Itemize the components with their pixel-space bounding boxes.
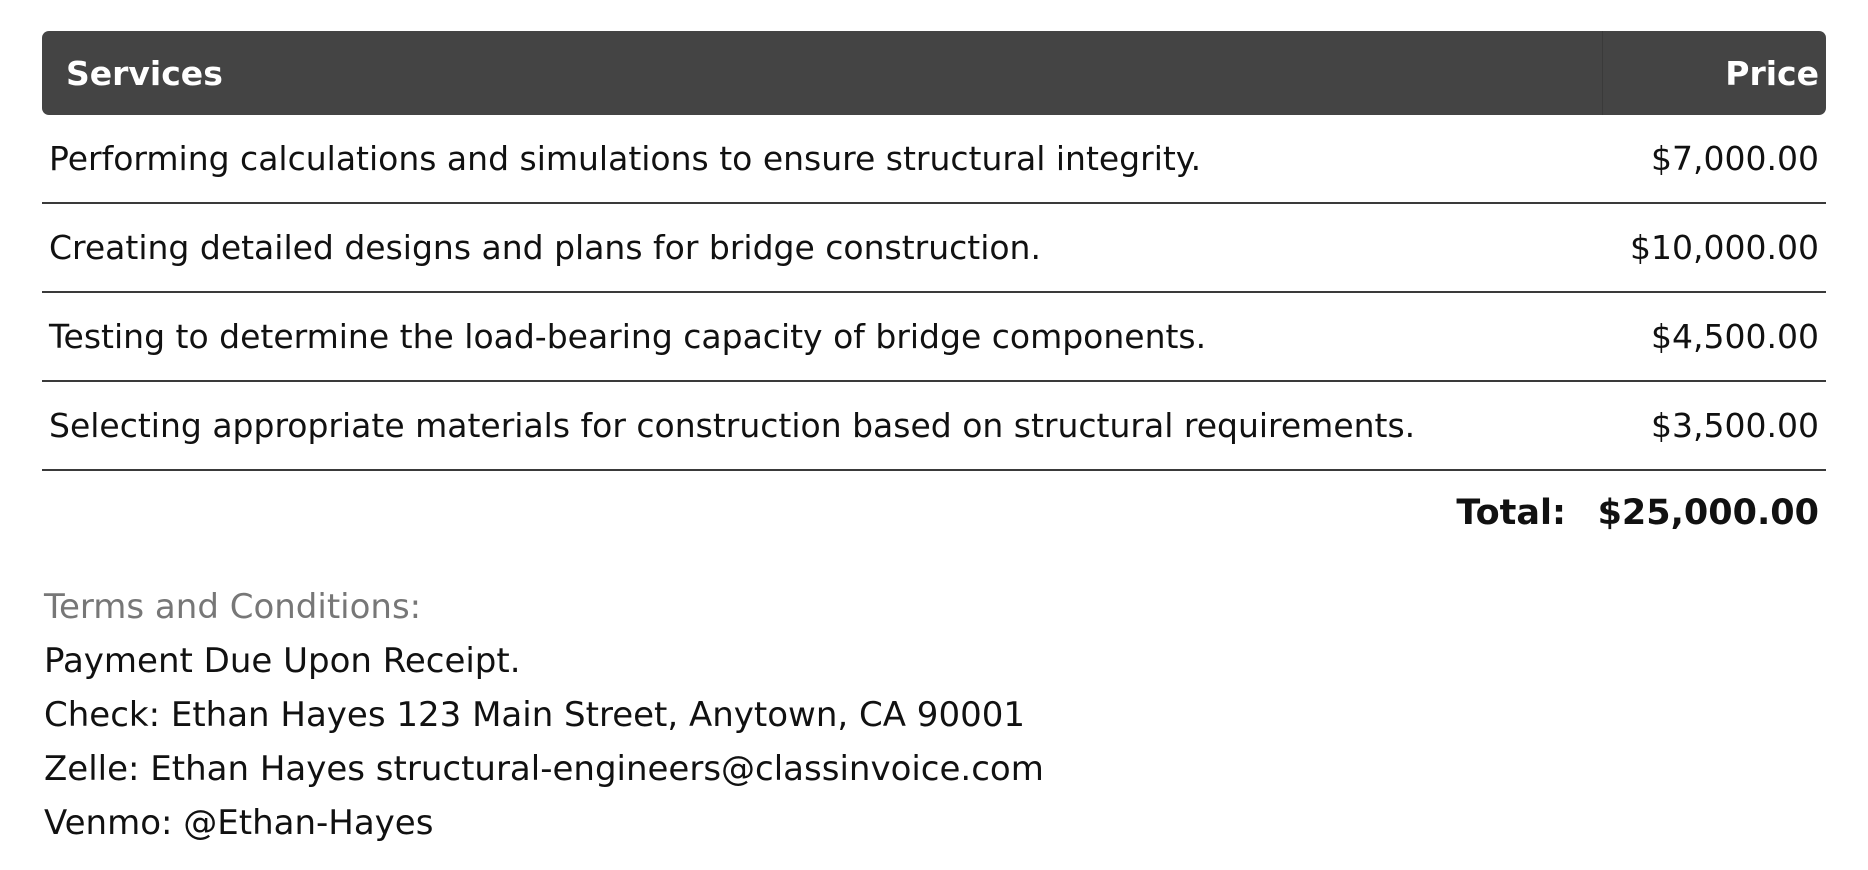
table-row: [42, 292, 1826, 381]
total-label: Total:: [1456, 493, 1566, 533]
service-description: Creating detailed designs and plans for bridge construction.: [42, 203, 1602, 292]
price-column-header: Price: [1602, 31, 1826, 115]
terms-heading: Terms and Conditions:: [44, 587, 422, 627]
terms-line-venmo: Venmo: @Ethan-Hayes: [44, 803, 434, 843]
service-description: Selecting appropriate materials for construction based on structural requirements.: [42, 381, 1602, 470]
terms-line-payment-due: Payment Due Upon Receipt.: [44, 641, 521, 681]
services-table: [42, 31, 1826, 471]
services-table-header: [42, 31, 1826, 115]
table-row: [42, 203, 1826, 292]
terms-and-conditions: [44, 580, 1044, 850]
table-row: [42, 381, 1826, 470]
terms-line-zelle: Zelle: Ethan Hayes structural-engineers@classinvoice.com: [44, 749, 1044, 789]
service-price: $10,000.00: [1602, 203, 1826, 292]
table-row: [42, 115, 1826, 203]
header-row: [42, 31, 1826, 115]
total-value: $25,000.00: [1597, 493, 1819, 533]
service-price: $4,500.00: [1602, 292, 1826, 381]
invoice-services-section: [42, 31, 1826, 555]
services-column-header: Services: [66, 53, 223, 93]
service-price: $3,500.00: [1602, 381, 1826, 470]
service-description: Testing to determine the load-bearing capacity of bridge components.: [42, 292, 1602, 381]
services-table-body: [42, 115, 1826, 470]
terms-line-check: Check: Ethan Hayes 123 Main Street, Anytown, CA 90001: [44, 695, 1025, 735]
service-description: Performing calculations and simulations to ensure structural integrity.: [42, 115, 1602, 203]
service-price: $7,000.00: [1602, 115, 1826, 203]
total-row: [42, 471, 1826, 555]
